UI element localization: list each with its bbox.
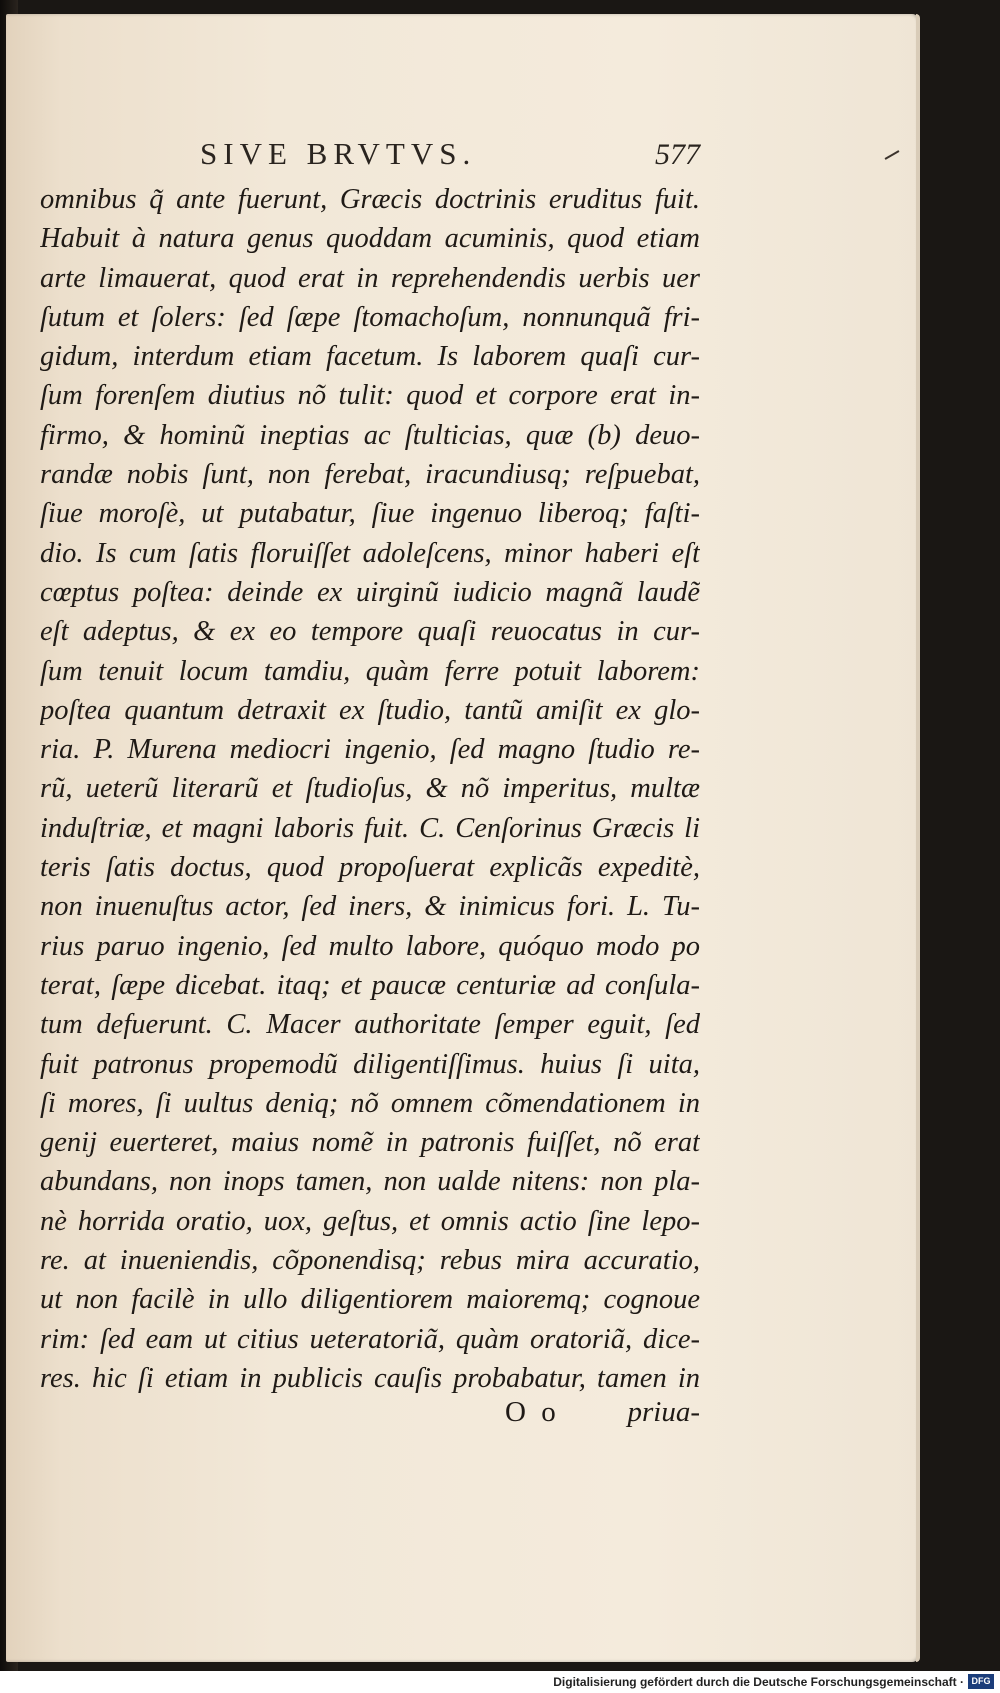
text-line: dio. Is cum ſatis floruiſſet adoleſcens, minor haberi eſt bbox=[40, 537, 700, 569]
text-line: re. at inueniendis, cõponendisq; rebus mira accuratio, bbox=[40, 1245, 700, 1277]
text-line: ſiue moroſè, ut putabatur, ſiue ingenuo liberoq; faſti- bbox=[40, 498, 700, 530]
margin-mark bbox=[885, 150, 900, 160]
text-line: eſt adeptus, & ex eo tempore quaſi reuocatus in cur- bbox=[40, 616, 700, 648]
running-title: SIVE BRVTVS. bbox=[200, 136, 477, 171]
text-line: tum defuerunt. C. Macer authoritate ſemper eguit, ſed bbox=[40, 1009, 700, 1041]
text-line: randæ nobis ſunt, non ferebat, iracundiusq; reſpuebat, bbox=[40, 459, 700, 491]
credit-bar bbox=[0, 1671, 1000, 1693]
page-number: 577 bbox=[655, 138, 700, 171]
funding-credit: Digitalisierung gefördert durch die Deutsche Forschungsgemeinschaft · bbox=[553, 1675, 964, 1689]
text-line: omnibus q̃ ante fuerunt, Græcis doctrinis eruditus fuit. bbox=[40, 184, 700, 215]
text-line: Habuit à natura genus quoddam acuminis, quod etiam bbox=[40, 223, 700, 255]
text-line: rius paruo ingenio, ſed multo labore, quóquo modo po bbox=[40, 930, 700, 962]
text-line: teris ſatis doctus, quod propoſuerat explicãs expeditè, bbox=[40, 852, 700, 884]
text-line: cœptus poſtea: deinde ex uirginũ iudicio magnã laudẽ bbox=[40, 576, 700, 608]
text-line: res. hic ſi etiam in publicis cauſis probabatur, tamen in bbox=[40, 1362, 700, 1394]
text-line: ſum forenſem diutius nõ tulit: quod et corpore erat in- bbox=[40, 380, 700, 412]
text-line: genij euerteret, maius nomẽ in patronis fuiſſet, nõ erat bbox=[40, 1127, 700, 1159]
text-line: non inuenuſtus actor, ſed iners, & inimicus fori. L. Tu- bbox=[40, 891, 700, 923]
text-line: induſtriæ, et magni laboris fuit. C. Cenſorinus Græcis li bbox=[40, 812, 700, 844]
book-page bbox=[6, 14, 920, 1662]
page-footer bbox=[40, 1396, 700, 1436]
text-line: rim: ſed eam ut citius ueteratoriã, quàm oratoriã, dice- bbox=[40, 1323, 700, 1355]
text-line: ria. P. Murena mediocri ingenio, ſed magno ſtudio re- bbox=[40, 734, 700, 766]
text-line: ſi mores, ſi uultus deniq; nõ omnem cõmendationem in bbox=[40, 1087, 700, 1119]
text-line: gidum, interdum etiam facetum. Is laborem quaſi cur- bbox=[40, 341, 700, 373]
text-line: terat, ſæpe dicebat. itaq; et paucæ centuriæ ad conſula- bbox=[40, 969, 700, 1001]
signature-mark: O o bbox=[505, 1396, 560, 1428]
text-line: ut non facilè in ullo diligentiorem maioremq; cognoue bbox=[40, 1284, 700, 1316]
text-line: fuit patronus propemodũ diligentiſſimus. huius ſi uita, bbox=[40, 1048, 700, 1080]
text-line: ſum tenuit locum tamdiu, quàm ferre potuit laborem: bbox=[40, 655, 700, 687]
text-line: rũ, ueterũ literarũ et ſtudioſus, & nõ imperitus, multæ bbox=[40, 773, 700, 805]
page-header bbox=[40, 136, 700, 176]
text-line: arte limauerat, quod erat in reprehendendis uerbis uer bbox=[40, 262, 700, 294]
text-line: firmo, & hominũ ineptias ac ſtulticias, quæ (b) deuo- bbox=[40, 419, 700, 451]
text-line: abundans, non inops tamen, non ualde nitens: non pla- bbox=[40, 1166, 700, 1198]
catchword: priua- bbox=[627, 1396, 700, 1428]
text-line: nè horrida oratio, uox, geſtus, et omnis actio ſine lepo- bbox=[40, 1205, 700, 1237]
body-text bbox=[40, 180, 700, 1398]
dfg-logo: DFG bbox=[968, 1674, 994, 1689]
text-line: poſtea quantum detraxit ex ſtudio, tantũ amiſit ex glo- bbox=[40, 694, 700, 726]
text-line: ſutum et ſolers: ſed ſæpe ſtomachoſum, nonnunquã fri- bbox=[40, 301, 700, 333]
